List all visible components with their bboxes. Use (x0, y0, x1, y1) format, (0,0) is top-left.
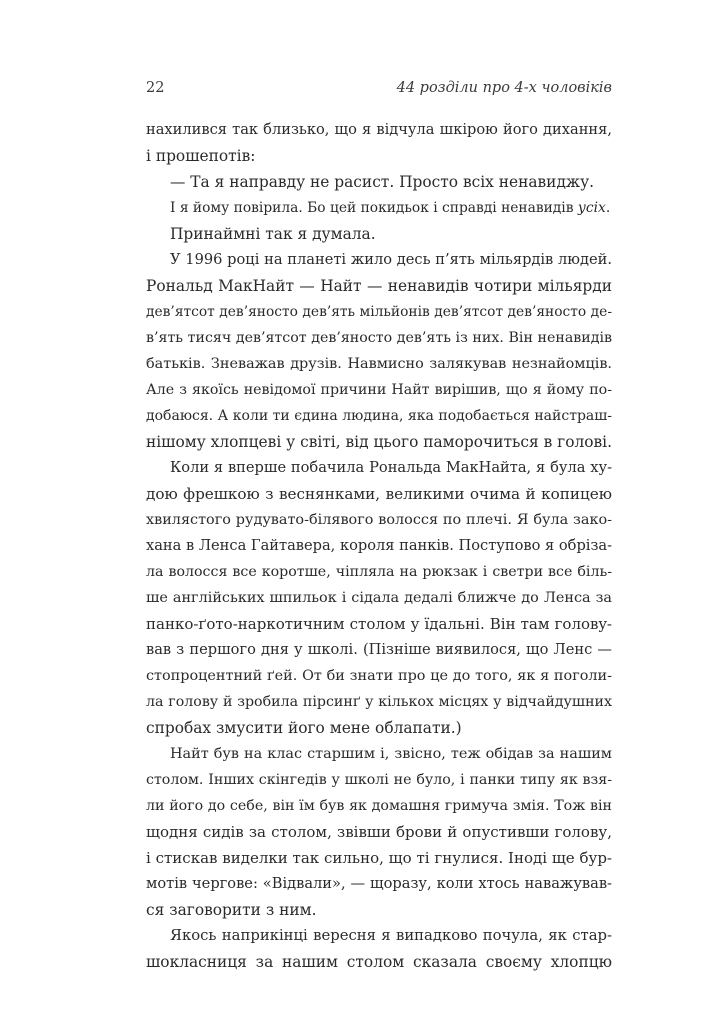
text-line-content: Рональд МакНайт — Найт — ненавидів чотири мільярди (146, 277, 612, 295)
text-line (146, 637, 612, 663)
text-line (146, 117, 612, 143)
text-line-content: щодня сидів за столом, звівши брови й опустивши голову, (146, 823, 612, 841)
text-line (146, 715, 612, 741)
text-line (146, 325, 612, 351)
text-line (146, 845, 612, 871)
text-line (146, 923, 612, 949)
text-line (146, 143, 612, 169)
text-line (146, 611, 612, 637)
text-line (146, 585, 612, 611)
text-line-content: і стискав виделки так сильно, що ті гнулися. Іноді ще бур- (146, 849, 612, 867)
text-line-content: хана в Ленса Гайтавера, короля панків. Поступово я обрізa- (146, 537, 612, 554)
page-header (146, 80, 612, 102)
text-line (146, 169, 612, 195)
text-line (146, 507, 612, 533)
text-line-content: дою фрешкою з веснянками, великими очима й копицею (146, 485, 612, 503)
page-number: 22 (146, 80, 165, 96)
text-line-content: Принаймні так я думала. (170, 225, 376, 243)
text-line (146, 897, 612, 923)
text-line-content: батьків. Зневажав друзів. Навмисно залякував незнайомців. (146, 356, 612, 372)
emphasis: усіх (577, 200, 606, 216)
text-line-content: столом. Інших скінгедів у школі не було, і панки типу як взя- (146, 772, 612, 788)
text-line (146, 689, 612, 715)
text-line-content: нахилився так близько, що я відчула шкірою його дихання, (146, 121, 612, 138)
text-line (146, 871, 612, 897)
text-line-content: ла голову й зробила пірсинґ у кількох місцях у відчайдушних (146, 694, 612, 710)
text-line (146, 741, 612, 767)
text-line (146, 455, 612, 481)
text-line (146, 429, 612, 455)
running-title: 44 розділи про 4-х чоловіків (396, 80, 612, 96)
text-line-content: Коли я вперше побачила Рональда МакНайта, я була ху- (170, 459, 612, 476)
text-line-content: У 1996 році на планеті жило десь п’ять мільярдів людей. (170, 251, 612, 268)
text-line (146, 247, 612, 273)
text-line (146, 767, 612, 793)
text-line-content: спробах змусити його мене облапати.) (146, 719, 462, 737)
text-line (146, 403, 612, 429)
text-line-content: ли його до себе, він їм був як домашня гримуча змія. Тож він (146, 798, 612, 814)
text-line (146, 533, 612, 559)
text-line-end: . (605, 200, 611, 216)
text-line (146, 819, 612, 845)
text-line-content: добаюся. А коли ти єдина людина, яка подобається найстраш- (146, 408, 612, 424)
text-line (146, 793, 612, 819)
text-line-content: Найт був на клас старшим і, звісно, теж обідав за нашим (170, 746, 612, 762)
text-line-content: Якось наприкінці вересня я випадково почула, як стар- (170, 927, 612, 944)
text-line-content: І я йому повірила. Бо цей покидьок і справді ненавидів (170, 200, 578, 216)
text-line (146, 559, 612, 585)
text-line-content: хвилястого рудувато-білявого волосся по плечі. Я була зако- (146, 512, 612, 528)
text-line-content: — Та я направду не расист. Просто всіх ненавиджу. (170, 173, 595, 191)
text-line-content: Але з якоїсь невідомої причини Найт вирішив, що я йому по- (146, 382, 612, 398)
text-line (146, 663, 612, 689)
text-line-content: стопроцентний ґей. От би знати про це до того, як я поголи- (146, 668, 612, 684)
text-line-content: і прошепотів: (146, 147, 256, 165)
body-text (146, 117, 612, 975)
text-line-content: ся заговорити з ним. (146, 901, 317, 919)
text-line-content: шокласниця за нашим столом сказала своєму хлопцю (146, 953, 612, 971)
text-line (146, 195, 612, 221)
text-line (146, 299, 612, 325)
text-line-content: вав з першого дня у школі. (Пізніше виявилося, що Ленс — (146, 641, 612, 658)
text-line (146, 221, 612, 247)
text-line (146, 351, 612, 377)
text-line-content: ла волосся все коротше, чіпляла на рюкзак і светри все біль- (146, 564, 612, 580)
text-line (146, 273, 612, 299)
text-line-content: дев’ятсот дев’яносто дев’ять мільйонів дев’ятсот дев’яносто де- (146, 304, 612, 320)
text-line-content: ше англійських шпильок і сідала дедалі ближче до Ленса за (146, 590, 612, 606)
text-line (146, 949, 612, 975)
text-line (146, 481, 612, 507)
text-line-content: нішому хлопцеві у світі, від цього паморочиться в голові. (146, 433, 612, 451)
text-line-content: панко-ґото-наркотичним столом у їдальні. Він там головy- (146, 615, 612, 633)
text-line-content: мотів чергове: «Відвали», — щоразу, коли хтось наважував- (146, 875, 612, 892)
text-line-content: в’ять тисяч дев’ятсот дев’яносто дев’ять із них. Він ненавидів (146, 330, 612, 346)
text-line (146, 377, 612, 403)
